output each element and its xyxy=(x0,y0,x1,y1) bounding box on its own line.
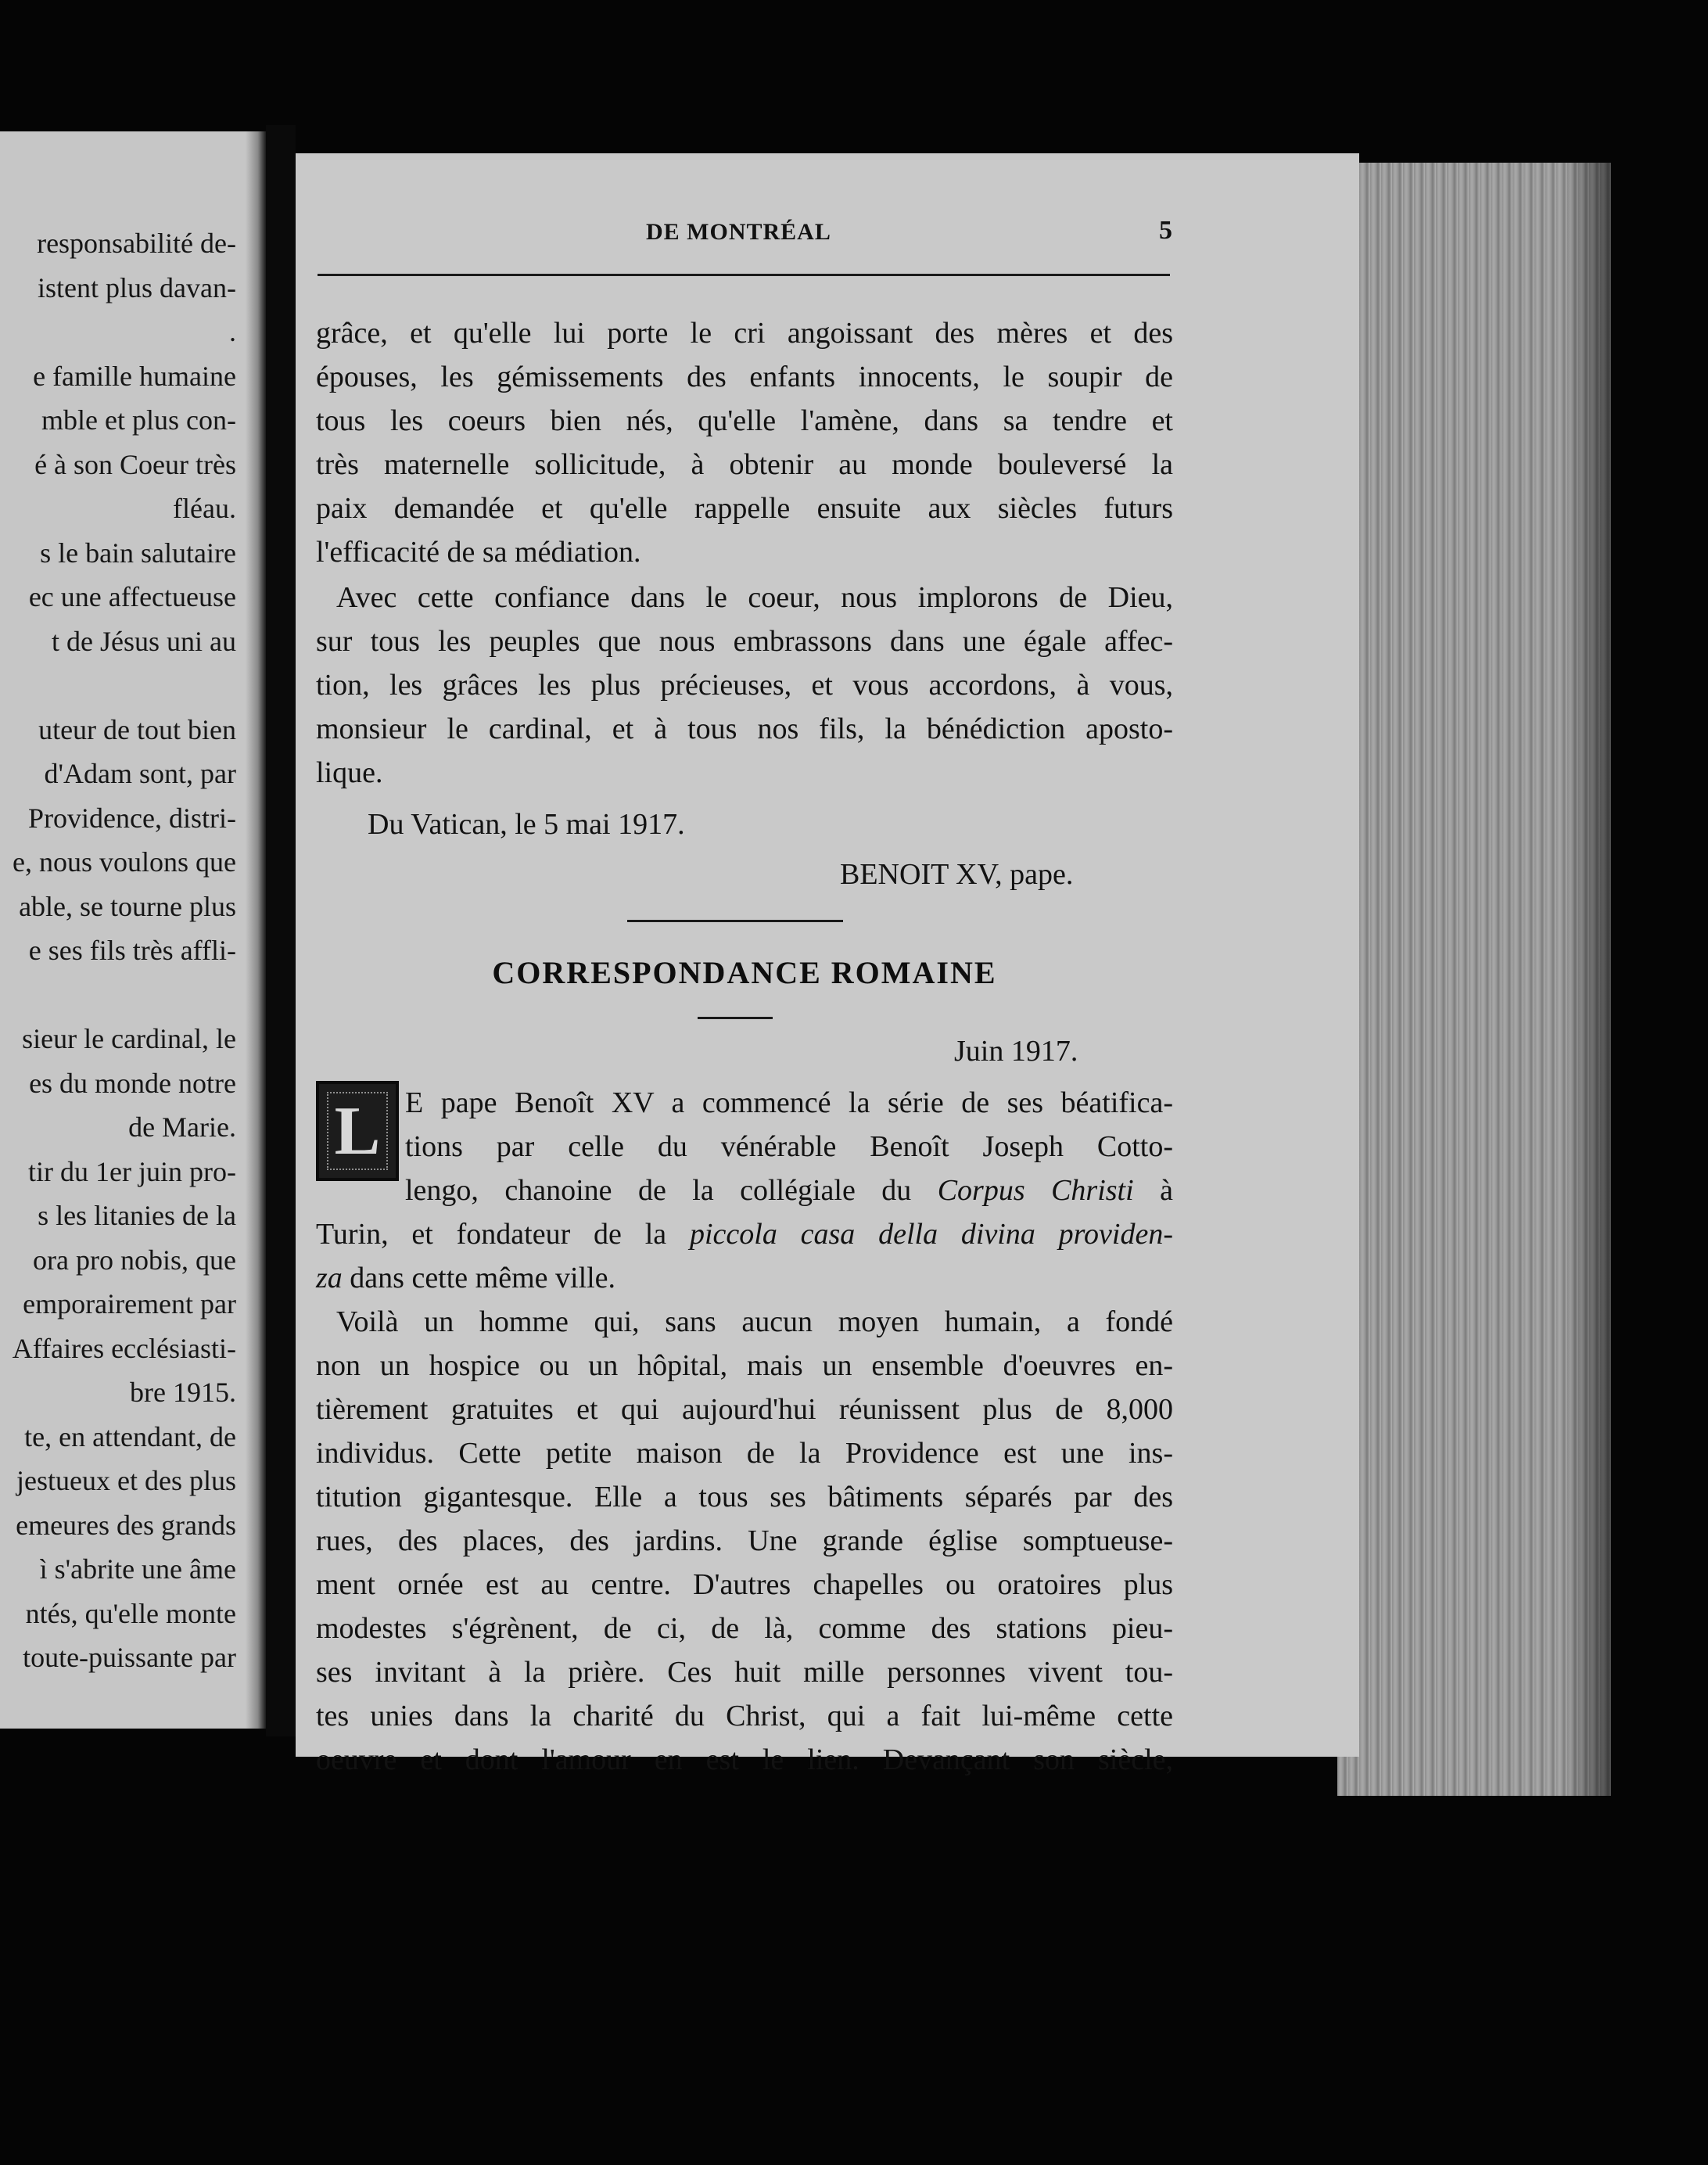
text-run: dans cette même ville. xyxy=(342,1262,616,1294)
section-heading: CORRESPONDANCE ROMAINE xyxy=(492,955,997,990)
left-page-line: Providence, distri- xyxy=(28,802,236,834)
left-page-line: Affaires ecclésiasti- xyxy=(12,1332,236,1364)
left-page-line: uteur de tout bien xyxy=(38,713,236,745)
heading-underline-rule xyxy=(698,1017,773,1019)
left-page-line: jestueux et des plus xyxy=(16,1465,236,1496)
left-page-line: emeures des grands xyxy=(16,1509,236,1541)
left-page-line: de Marie. xyxy=(128,1111,236,1143)
p4-line: tes unies dans la charité du Christ, qui a fait lui-même cette xyxy=(316,1700,1173,1732)
section-date: Juin 1917. xyxy=(954,1035,1078,1068)
left-page-line: responsabilité de- xyxy=(37,228,236,259)
drop-cap-letter: L xyxy=(334,1093,381,1169)
p1-line: épouses, les gémissements des enfants innocents, le soupir de xyxy=(316,361,1173,393)
text-run: lengo, chanoine de la collégiale du xyxy=(405,1174,938,1207)
dateline: Du Vatican, le 5 mai 1917. xyxy=(368,808,685,841)
paragraph3-line xyxy=(316,1215,1173,1253)
left-page-line: sieur le cardinal, le xyxy=(22,1023,236,1054)
left-page-line: toute-puissante par xyxy=(23,1642,236,1673)
drop-cap-initial xyxy=(316,1081,399,1181)
left-page-line: t de Jésus uni au xyxy=(52,625,236,657)
left-page-fragment xyxy=(0,131,266,1729)
p4-line: titution gigantesque. Elle a tous ses bâtiments séparés par des xyxy=(316,1481,1173,1513)
p1-line: tous les coeurs bien nés, qu'elle l'amène, dans sa tendre et xyxy=(316,404,1173,437)
p4-line: oeuvre et dont l'amour en est le lien. Devançant son siècle, xyxy=(316,1743,1173,1776)
left-page-gutter xyxy=(246,131,266,1729)
p2-line: tion, les grâces les plus précieuses, et vous accordons, à vous, xyxy=(316,669,1173,702)
header-rule xyxy=(318,274,1170,276)
p4-line: rues, des places, des jardins. Une grande église somptueuse- xyxy=(316,1524,1173,1557)
p1-line: très maternelle sollicitude, à obtenir au monde bouleversé la xyxy=(316,448,1173,481)
left-page-line: able, se tourne plus xyxy=(19,890,236,922)
left-page-line: bre 1915. xyxy=(130,1377,236,1408)
left-page-line: ec une affectueuse xyxy=(28,581,236,612)
left-page-line: es du monde notre xyxy=(29,1067,236,1099)
left-page-line: te, en attendant, de xyxy=(24,1420,236,1452)
page-block-edge xyxy=(1337,163,1611,1796)
paragraph3-line xyxy=(316,1259,1173,1297)
text-run: à xyxy=(1133,1174,1173,1207)
paragraph3-line xyxy=(405,1172,1173,1209)
left-page-line: e, nous voulons que xyxy=(13,846,236,878)
p1-line: grâce, et qu'elle lui porte le cri angoissant des mères et des xyxy=(316,317,1173,350)
paragraph3-line: E pape Benoît XV a commencé la série de ses béatifica- xyxy=(405,1086,1173,1119)
book-spine xyxy=(266,125,296,1736)
paragraph3-line: tions par celle du vénérable Benoît Joseph Cotto- xyxy=(405,1130,1173,1163)
left-page-line: ntés, qu'elle monte xyxy=(25,1597,236,1629)
left-page-line: e famille humaine xyxy=(33,360,236,392)
p4-line: non un hospice ou un hôpital, mais un ensemble d'oeuvres en- xyxy=(316,1349,1173,1382)
page-number: 5 xyxy=(1159,216,1172,245)
italic-run: piccola casa della divina providen- xyxy=(689,1218,1173,1251)
left-page-line: s les litanies de la xyxy=(38,1200,236,1231)
left-page-line: ora pro nobis, que xyxy=(33,1244,236,1276)
p1-line: paix demandée et qu'elle rappelle ensuite aux siècles futurs xyxy=(316,492,1173,525)
p4-line: modestes s'égrènent, de ci, de là, comme des stations pieu- xyxy=(316,1612,1173,1645)
section-divider-rule xyxy=(627,920,843,922)
italic-run: za xyxy=(316,1262,343,1294)
p4-line: tièrement gratuites et qui aujourd'hui réunissent plus de 8,000 xyxy=(316,1393,1173,1426)
p4-line: Voilà un homme qui, sans aucun moyen humain, a fondé xyxy=(336,1305,1173,1338)
p2-line: monsieur le cardinal, et à tous nos fils, la bénédiction aposto- xyxy=(316,713,1173,745)
left-page-line: tir du 1er juin pro- xyxy=(28,1155,236,1187)
left-page-line: d'Adam sont, par xyxy=(44,758,236,789)
left-page-line: é à son Coeur très xyxy=(34,448,236,480)
italic-run: Corpus Christi xyxy=(937,1174,1134,1207)
text-run: Turin, et fondateur de la xyxy=(316,1218,690,1251)
running-header: DE MONTRÉAL xyxy=(646,219,831,245)
left-page-line: e ses fils très affli- xyxy=(28,935,236,966)
left-page-line: mble et plus con- xyxy=(41,404,236,436)
p4-line: ment ornée est au centre. D'autres chapelles ou oratoires plus xyxy=(316,1568,1173,1601)
p4-line: individus. Cette petite maison de la Providence est une ins- xyxy=(316,1437,1173,1470)
left-page-line: fléau. xyxy=(173,493,236,524)
p1-line: l'efficacité de sa médiation. xyxy=(316,536,641,569)
p2-line: sur tous les peuples que nous embrassons dans une égale affec- xyxy=(316,625,1173,658)
signature: BENOIT XV, pape. xyxy=(840,858,1074,891)
left-page-line: istent plus davan- xyxy=(38,271,236,303)
p2-line: lique. xyxy=(316,756,383,789)
left-page-line: emporairement par xyxy=(23,1288,236,1319)
left-page-line: . xyxy=(229,316,236,347)
p2-line: Avec cette confiance dans le coeur, nous implorons de Dieu, xyxy=(336,581,1173,614)
p4-line: ses invitant à la prière. Ces huit mille personnes vivent tou- xyxy=(316,1656,1173,1689)
left-page-line: s le bain salutaire xyxy=(40,537,236,569)
left-page-line: ì s'abrite une âme xyxy=(39,1553,236,1585)
